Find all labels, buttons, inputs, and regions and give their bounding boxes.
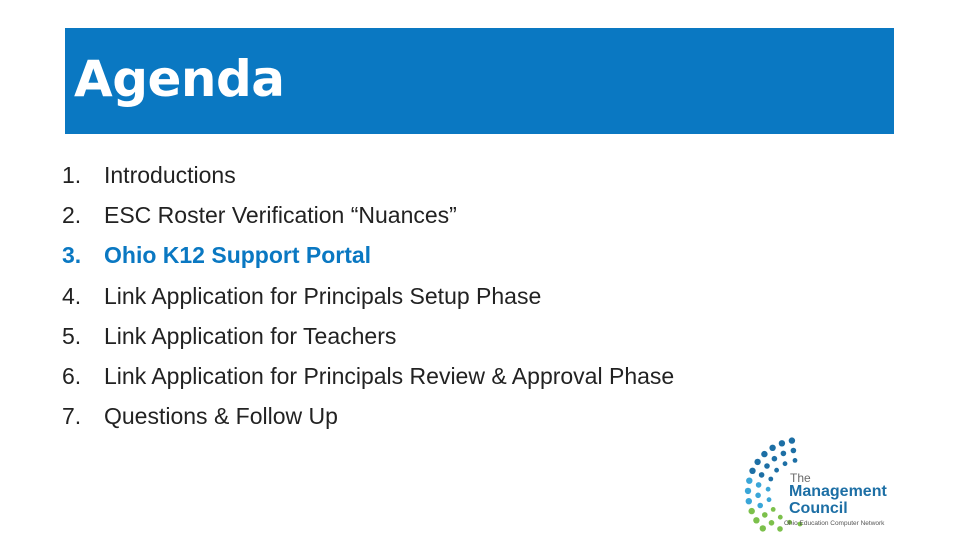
logo-dot	[779, 440, 785, 446]
logo-dot	[769, 445, 775, 451]
logo-dot	[760, 525, 766, 531]
logo-name	[789, 483, 887, 517]
logo-dot	[749, 468, 755, 474]
logo-dot	[754, 459, 760, 465]
logo-the: The	[790, 471, 811, 485]
agenda-list	[62, 162, 674, 443]
agenda-item-number: 3.	[62, 242, 82, 269]
logo-dot	[753, 517, 759, 523]
agenda-item-2	[62, 202, 674, 242]
logo-dot	[774, 468, 779, 473]
logo-dot	[764, 463, 770, 469]
logo-dot	[793, 458, 798, 463]
agenda-item-6	[62, 363, 674, 403]
agenda-item-number: 4.	[62, 282, 82, 309]
logo-dot	[745, 488, 751, 494]
logo-dot	[757, 503, 763, 509]
agenda-item-number: 2.	[62, 202, 82, 229]
logo-subtitle: Ohio Education Computer Network	[784, 520, 885, 527]
logo-dot	[768, 477, 773, 482]
logo-dot	[755, 493, 761, 499]
logo-dot	[777, 526, 783, 532]
agenda-item-number: 5.	[62, 322, 82, 349]
logo-dot	[762, 512, 768, 518]
logo-dot	[772, 456, 778, 462]
logo-dot	[749, 508, 755, 514]
logo-dot	[781, 451, 787, 457]
logo-dot	[778, 515, 783, 520]
agenda-item-3	[62, 242, 674, 282]
management-council-logo	[738, 434, 908, 534]
logo-dot	[756, 482, 762, 488]
logo-dot	[791, 448, 797, 454]
agenda-item-label: Introductions	[104, 162, 236, 188]
title-bar	[65, 28, 894, 134]
agenda-item-number: 1.	[62, 162, 82, 188]
agenda-item-label: Questions & Follow Up	[104, 403, 338, 430]
agenda-item-number: 6.	[62, 362, 82, 389]
logo-dot	[759, 472, 765, 478]
logo-line-1: Management	[789, 483, 887, 500]
agenda-item-label: Ohio K12 Support Portal	[104, 242, 372, 269]
agenda-item-5	[62, 323, 674, 363]
agenda-item-4	[62, 283, 674, 323]
logo-dot	[769, 520, 775, 526]
agenda-item-1	[62, 162, 674, 202]
agenda-item-7	[62, 403, 674, 443]
logo-line-2: Council	[789, 500, 848, 517]
logo-dot	[746, 478, 752, 484]
logo-dot	[761, 451, 767, 457]
logo-dot	[746, 498, 752, 504]
agenda-item-label: Link Application for Teachers	[104, 322, 397, 349]
agenda-item-label: ESC Roster Verification “Nuances”	[104, 202, 457, 229]
logo-dot	[767, 497, 772, 502]
agenda-item-number: 7.	[62, 403, 82, 430]
agenda-item-label: Link Application for Principals Review & Approval Phase	[104, 362, 675, 389]
logo-dot	[789, 437, 795, 443]
slide-title: Agenda	[74, 50, 285, 108]
agenda-item-label: Link Application for Principals Setup Phase	[104, 282, 542, 309]
logo-dot	[771, 507, 776, 512]
logo-dot	[783, 461, 788, 466]
logo-dot	[766, 487, 771, 492]
